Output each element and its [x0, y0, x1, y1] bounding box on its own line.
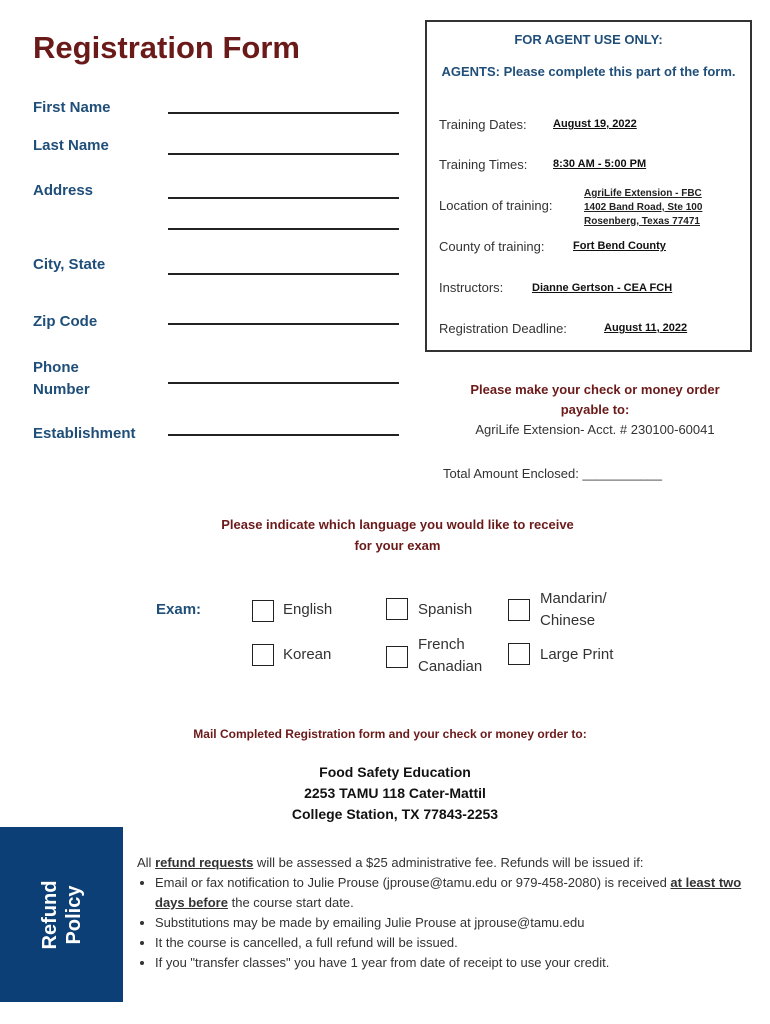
french-canadian-checkbox[interactable]	[386, 646, 408, 668]
refund-intro	[137, 853, 757, 873]
list-item: • Substitutions may be made by emailing Julie Prouse at jprouse@tamu.edu	[155, 913, 757, 933]
address-field-line2[interactable]	[168, 228, 399, 230]
city-state-field[interactable]	[168, 273, 399, 275]
last-name-label: Last Name	[33, 137, 109, 154]
page-title: Registration Form	[33, 30, 300, 65]
mandarin-checkbox[interactable]	[508, 599, 530, 621]
phone-field[interactable]	[168, 382, 399, 384]
agent-use-box	[425, 20, 752, 352]
refund-intro-post: will be assessed a $25 administrative fee. Refunds will be issued if:	[253, 855, 644, 870]
refund-policy-text	[137, 853, 757, 973]
korean-checkbox[interactable]	[252, 644, 274, 666]
french-canadian-label	[418, 634, 482, 678]
establishment-field[interactable]	[168, 434, 399, 436]
first-name-field[interactable]	[168, 112, 399, 114]
refund-b1-post: the course start date.	[227, 895, 354, 910]
large-print-checkbox[interactable]	[508, 643, 530, 665]
establishment-label: Establishment	[33, 425, 136, 442]
training-dates-value: August 19, 2022	[553, 118, 637, 130]
agent-heading: FOR AGENT USE ONLY:	[514, 32, 663, 47]
zip-code-field[interactable]	[168, 323, 399, 325]
mandarin-label-line2: Chinese	[540, 612, 596, 629]
mandarin-label	[540, 588, 607, 632]
location-line2: 1402 Band Road, Ste 100	[584, 202, 703, 213]
language-note-line2: for your exam	[354, 538, 441, 553]
deadline-label: Registration Deadline:	[439, 321, 567, 336]
phone-label	[33, 357, 90, 401]
phone-label-line1: Phone	[33, 359, 79, 376]
refund-policy-tab	[0, 827, 123, 1002]
payment-note	[440, 380, 750, 420]
list-item: • It the course is cancelled, a full refund will be issued.	[155, 933, 757, 953]
mail-note: Mail Completed Registration form and your check or money order to:	[193, 727, 587, 741]
location-line3: Rosenberg, Texas 77471	[584, 216, 700, 227]
training-dates-label: Training Dates:	[439, 117, 527, 132]
phone-label-line2: Number	[33, 381, 90, 398]
korean-label: Korean	[283, 646, 332, 663]
refund-intro-pre: All	[137, 855, 156, 870]
exam-label: Exam:	[156, 601, 202, 618]
instructors-value: Dianne Gertson - CEA FCH	[532, 282, 673, 294]
list-item: • If you "transfer classes" you have 1 year from date of receipt to use your credit.	[155, 953, 757, 973]
payment-note-line1: Please make your check or money order	[470, 382, 720, 397]
spanish-label: Spanish	[418, 601, 473, 618]
refund-tab-line2: Policy	[62, 885, 85, 944]
refund-tab-line1: Refund	[38, 880, 61, 949]
mandarin-label-line1: Mandarin/	[540, 590, 607, 607]
payment-account: AgriLife Extension- Acct. # 230100-60041	[475, 422, 715, 437]
english-checkbox[interactable]	[252, 600, 274, 622]
mail-address-line1: Food Safety Education	[319, 764, 471, 780]
language-note-line1: Please indicate which language you would like to receive	[221, 517, 574, 532]
mail-address-line2: 2253 TAMU 118 Cater-Mattil	[304, 785, 486, 801]
deadline-value: August 11, 2022	[604, 322, 688, 334]
instructors-label: Instructors:	[439, 280, 504, 295]
county-value: Fort Bend County	[573, 240, 666, 252]
training-times-value: 8:30 AM - 5:00 PM	[553, 158, 647, 170]
total-amount-field[interactable]: Total Amount Enclosed: ___________	[443, 466, 663, 481]
location-line1: AgriLife Extension - FBC	[584, 188, 702, 199]
refund-conditions-list	[137, 873, 757, 973]
address-label: Address	[33, 182, 94, 199]
mail-address	[200, 762, 590, 825]
location-label: Location of training:	[439, 198, 553, 213]
language-note	[190, 514, 605, 556]
mail-address-line3: College Station, TX 77843-2253	[291, 806, 499, 822]
spanish-checkbox[interactable]	[386, 598, 408, 620]
address-field-line1[interactable]	[168, 197, 399, 199]
refund-b1-emphasis: at least two days before	[155, 875, 742, 910]
refund-b1-pre: Email or fax notification to Julie Prouse (jprouse@tamu.edu or 979-458-2080) is received	[155, 875, 671, 890]
location-value	[584, 187, 740, 229]
english-label: English	[283, 601, 333, 618]
list-item	[155, 873, 757, 913]
zip-code-label: Zip Code	[33, 313, 98, 330]
french-label-line2: Canadian	[418, 658, 483, 675]
french-label-line1: French	[418, 636, 465, 653]
agent-instruction: AGENTS: Please complete this part of the form.	[441, 64, 736, 79]
first-name-label: First Name	[33, 99, 111, 116]
last-name-field[interactable]	[168, 153, 399, 155]
county-label: County of training:	[439, 239, 545, 254]
refund-requests-emphasis: refund requests	[155, 855, 254, 870]
large-print-label: Large Print	[540, 646, 614, 663]
payment-note-line2: payable to:	[560, 402, 630, 417]
training-times-label: Training Times:	[439, 157, 528, 172]
city-state-label: City, State	[33, 256, 106, 273]
refund-policy-heading	[38, 880, 86, 949]
